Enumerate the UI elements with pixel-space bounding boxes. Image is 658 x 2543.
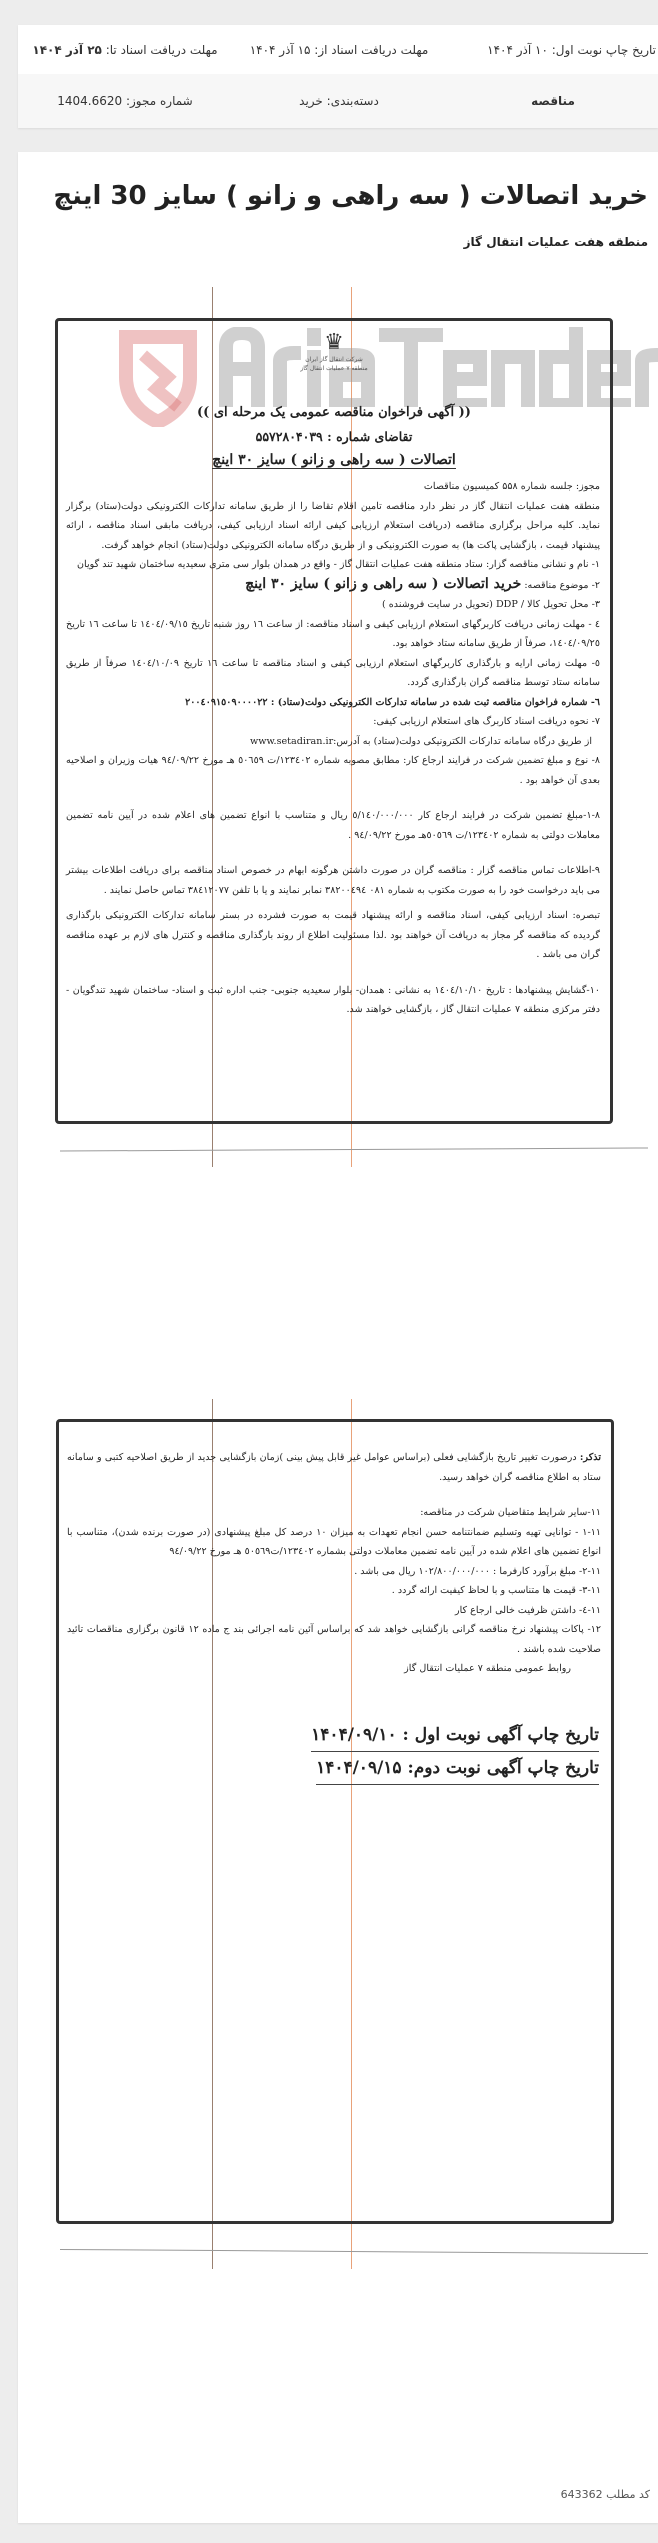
print-date-first: تاریخ چاپ آگهی نوبت اول : ۱۴۰۴/۰۹/۱۰ [311,1719,599,1752]
tender-detail-card [18,152,658,2523]
tender-info-header [18,25,658,128]
organization-name: منطقه هفت عملیات انتقال گاز [463,235,648,249]
scanned-page-1 [40,287,658,1167]
content-code: کد مطلب 643362 [560,2488,650,2501]
request-number: تقاضای شماره : ۵۵۷۲۸۰۴۰۳۹ [255,429,413,444]
notice-body-2: تذکر: درصورت تغییر تاریخ بازگشایی فعلی (براساس عوامل غیر قابل پیش بینی )زمان بازگشایی جدید از طریق اصلاحیه کتبی و سامانه ستاد به اطلاع مناقصه گران خواهد رسید. ١١-سایر شرایط متقاضیان شرکت در مناقصه: ١١-١ - توانایی تهیه وتسلیم ضمانتنامه حسن انجام تعهدات به میزان ١٠ درصد کل مبلغ پیشنهادی (در صورت برنده شدن)، متناسب با انواع تضمین های اعلام شده در آیین نامه تضمین معاملات دولتی بشماره ١٢٣٤٠٢/ت٥٠٥٦٩ هـ مورخ ٩٤/٠٩/٢٢ ١١-٢- مبلغ برآورد کارفرما : ١٠٢/٨٠٠/٠٠٠/٠٠٠ ریال می باشد . ١١-٣- قیمت ها متناسب و با لحاظ کیفیت ارائه گردد . ١١-٤- داشتن ظرفیت خالی ارجاع کار ١٢- پاکات پیشنهاد نرخ مناقصه گرانی بازگشایی خواهد شد که براساس آئین نامه اجرائی بند ج ماده ١٢ قانون برگزاری مناقصات تائید صلاحیت شده باشند . روابط عمومی منطقه ٧ عملیات انتقال گاز تاریخ چاپ آگهی نوبت اول : ۱۴۰۴/۰۹/۱۰ تاریخ چاپ آگهی نوبت دوم: ۱۴۰۴/۰۹/۱۵ [67,1448,601,1785]
docs-from-date: مهلت دریافت اسناد از: ۱۵ آذر ۱۴۰۴ [249,42,429,57]
scanned-page-2 [40,1399,658,2269]
page-title: خرید اتصالات ( سه راهی و زانو ) سایز 30 اینچ [53,181,648,211]
tender-type: مناقصه [531,94,575,108]
print-date-second: تاریخ چاپ آگهی نوبت دوم: ۱۴۰۴/۰۹/۱۵ [316,1752,599,1785]
notice-heading: (( آگهی فراخوان مناقصه عمومی یک مرحله ای )) [197,405,471,420]
meta-row [18,74,658,128]
company-logo: ♛ شرکت انتقال گاز ایران منطقه ۷ عملیات انتقال گاز [58,331,610,373]
notice-subject: اتصالات ( سه راهی و زانو ) سایز ۳۰ اینچ [212,452,456,468]
print-dates [67,1719,601,1785]
notice-frame-2 [56,1419,614,2224]
license-number: شماره مجوز: 1404.6620 [57,94,193,108]
notice-frame-1 [55,318,613,1124]
first-print-date: تاریخ چاپ نوبت اول: ۱۰ آذر ۱۴۰۴ [487,42,656,57]
notice-body-1: مجوز: جلسه شماره ۵۵۸ کمیسیون مناقصات منطقه هفت عملیات انتقال گاز در نظر دارد مناقصه تامین اقلام تقاضا را از طریق سامانه تدارکات الکترونیکی دولت(ستاد) برگزار نماید. کلیه مراحل برگزاری مناقصه (دریافت استعلام ارزیابی کیفی ارائه اسناد ارزیابی کیفی، دریافت مابقی اسناد مناقصه ، ارائه پیشنهاد قیمت ، بازگشایی پاکت ها) به صورت الکترونیکی و از طریق درگاه سامانه الکترونیکی دولت(ستاد) انجام خواهد گرفت. ۱- نام و نشانی مناقصه گزار: ستاد منطقه هفت عملیات انتقال گاز - واقع در همدان بلوار سی متری سعیدیه ساختمان شهید تند گویان ۲- موضوع مناقصه: خرید اتصالات ( سه راهی و زانو ) سایز ۳۰ اینچ ۳- محل تحویل کالا / DDP (تحویل در سایت فروشنده ) ٤ - مهلت زمانی دریافت کاربرگهای استعلام ارزیابی کیفی و اسناد مناقصه: از ساعت ١٦ روز شنبه تاریخ ١٤٠٤/٠٩/١٥ تا ساعت ١٦ تاریخ ١٤٠٤/٠٩/٢٥، صرفاً از طریق سامانه ستاد خواهد بود. ٥- مهلت زمانی ارایه و بارگذاری کاربرگهای استعلام ارزیابی کیفی و اسناد مناقصه تا ساعت ١٦ تاریخ ١٤٠٤/١٠/٠٩ صرفاً از طریق سامانه ستاد توسط مناقصه گران بارگذاری گردد. ٦- شماره فراخوان مناقصه ثبت شده در سامانه تدارکات الکترونیکی دولت(ستاد) : ٢٠٠٤٠٩١٥٠٩٠٠٠٠٢٢ ٧- نحوه دریافت اسناد کاربرگ های استعلام ارزیابی کیفی: از طریق درگاه سامانه تدارکات الکترونیکی دولت(ستاد) به آدرس:www.setadiran.ir ٨- نوع و مبلغ تضمین شرکت در فرایند ارجاع کار: مطابق مصوبه شماره ١٢٣٤٠٢/ت ٥٠٦٥٩ هـ مورخ ٩٤/٠٩/٢٢ هیات وزیران و اصلاحیه بعدی آن خواهد بود . ٨-١-مبلغ تضمین شرکت در فرایند ارجاع کار ٥/١٤٠/٠٠٠/٠٠٠ ریال و متناسب با انواع تضمین های اعلام شده در آیین نامه تضمین معاملات دولتی به شماره ١٢٣٤٠٢/ت ٥٠٥٦٩هـ مورخ ٩٤/٠٩/٢٢ . ٩-اطلاعات تماس مناقصه گزار : مناقصه گران در صورت داشتن هرگونه ابهام در خصوص اسناد مناقصه برای دریافت اطلاعات بیشتر می باید درخواست خود را به صورت مکتوب به شماره ٠٨١ ٣٨٢٠٠٤٩٤ نمابر نمایند و یا با تلفن ٣٨٤١٢٠٧٧ تماس حاصل نمایند . تبصره: اسناد ارزیابی کیفی، اسناد مناقصه و ارائه پیشنهاد قیمت به صورت فشرده در بستر سامانه تدارکات الکترونیکی بارگذاری گردیده که مناقصه گر مجاز به دریافت آن خواهند بود .لذا مسئولیت اطلاع از روند بارگذاری مناقصه و کنترل های لازم بر عهده مناقصه گران می باشد . ١٠-گشایش پیشنهادها : تاریخ ١٤٠٤/١٠/١٠ به نشانی : همدان- بلوار سعیدیه جنوبی- جنب اداره ثبت و اسناد- ساختمان شهید تندگویان - دفتر مرکزی منطقه ٧ عملیات انتقال گاز ، بازگشایی خواهند شد. [66,481,600,1015]
gas-flame-logo-icon: ♛ [324,330,344,355]
category: دسته‌بندی: خرید [299,94,379,108]
docs-to-date: مهلت دریافت اسناد تا: ۲۵ آذر ۱۴۰۴ [32,42,218,57]
dates-row [18,25,658,74]
